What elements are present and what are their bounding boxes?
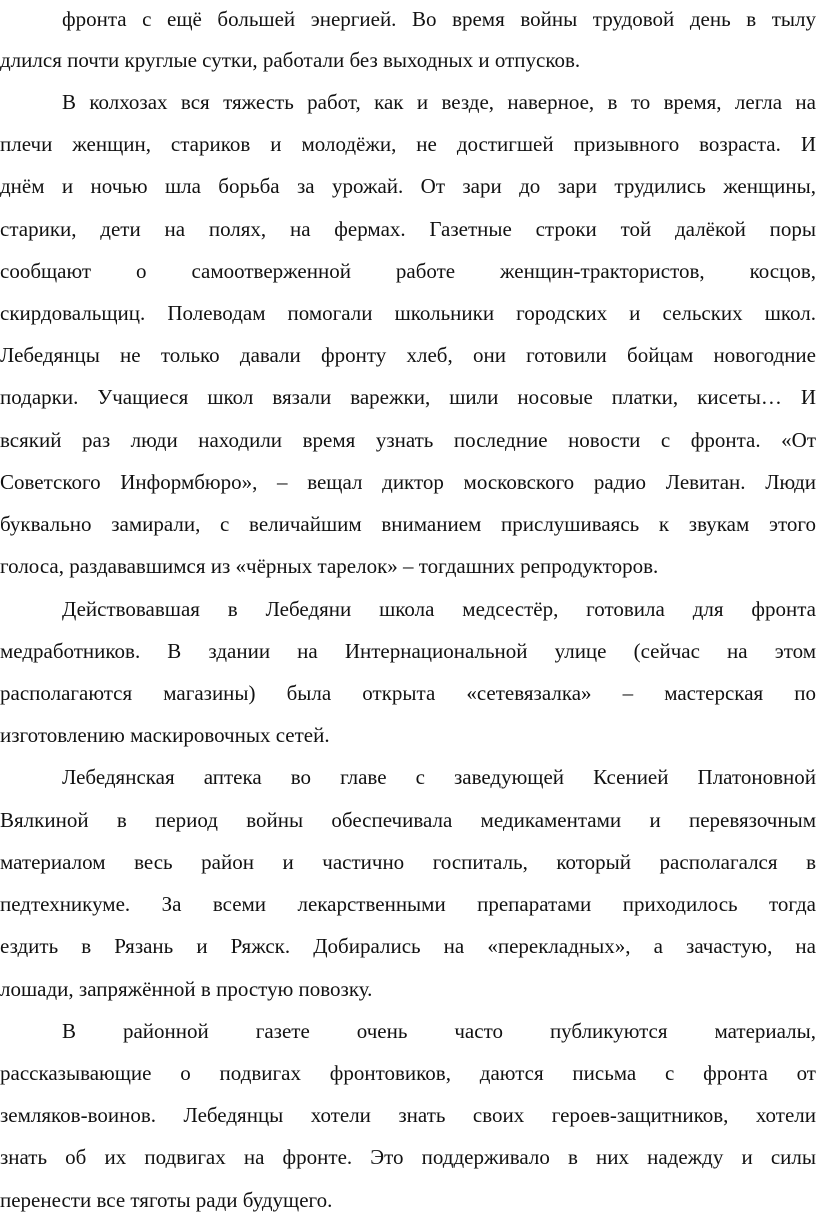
text-line: Действовавшая в Лебедяни школа медсестёр, готовила для фронта (62, 597, 816, 621)
text-line: днём и ночью шла борьба за урожай. От зари до зари трудились женщины, (0, 174, 816, 198)
text-line: Вялкиной в период войны обеспечивала медикаментами и перевязочным (0, 808, 816, 832)
text-line: голоса, раздававшимся из «чёрных тарелок» – тогдашних репродукторов. (0, 554, 659, 578)
text-line: лошади, запряжённой в простую повозку. (0, 977, 373, 1001)
text-line: скирдовальщиц. Полеводам помогали школьники городских и сельских школ. (0, 301, 816, 325)
text-line: земляков-воинов. Лебедянцы хотели знать своих героев-защитников, хотели (0, 1103, 816, 1127)
text-line: старики, дети на полях, на фермах. Газетные строки той далёкой поры (0, 217, 816, 241)
text-line: материалом весь район и частично госпиталь, который располагался в (0, 850, 816, 874)
text-line: Лебедянская аптека во главе с заведующей Ксенией Платоновной (62, 765, 816, 789)
text-line: Советского Информбюро», – вещал диктор московского радио Левитан. Люди (0, 470, 816, 494)
text-line: фронта с ещё большей энергией. Во время войны трудовой день в тылу (62, 7, 816, 31)
text-line: В районной газете очень часто публикуются материалы, (62, 1019, 816, 1043)
text-line: перенести все тяготы ради будущего. (0, 1188, 333, 1212)
text-line: располагаются магазины) была открыта «сетевязалка» – мастерская по (0, 681, 816, 705)
text-line: плечи женщин, стариков и молодёжи, не достигшей призывного возраста. И (0, 132, 816, 156)
text-line: длился почти круглые сутки, работали без выходных и отпусков. (0, 48, 581, 72)
text-line: сообщают о самоотверженной работе женщин-трактористов, косцов, (0, 259, 816, 283)
text-line: подарки. Учащиеся школ вязали варежки, шили носовые платки, кисеты… И (0, 385, 816, 409)
text-line: В колхозах вся тяжесть работ, как и везде, наверное, в то время, легла на (62, 90, 816, 114)
text-line: всякий раз люди находили время узнать последние новости с фронта. «От (0, 428, 816, 452)
text-line: педтехникуме. За всеми лекарственными препаратами приходилось тогда (0, 892, 816, 916)
text-line: рассказывающие о подвигах фронтовиков, даются письма с фронта от (0, 1061, 816, 1085)
text-line: медработников. В здании на Интернациональной улице (сейчас на этом (0, 639, 816, 663)
text-line: буквально замирали, с величайшим вниманием прислушиваясь к звукам этого (0, 512, 816, 536)
text-line: изготовлению маскировочных сетей. (0, 723, 330, 747)
text-line: Лебедянцы не только давали фронту хлеб, они готовили бойцам новогодние (0, 343, 816, 367)
text-line: ездить в Рязань и Ряжск. Добирались на «перекладных», а зачастую, на (0, 934, 816, 958)
text-line: знать об их подвигах на фронте. Это поддерживало в них надежду и силы (0, 1145, 816, 1169)
